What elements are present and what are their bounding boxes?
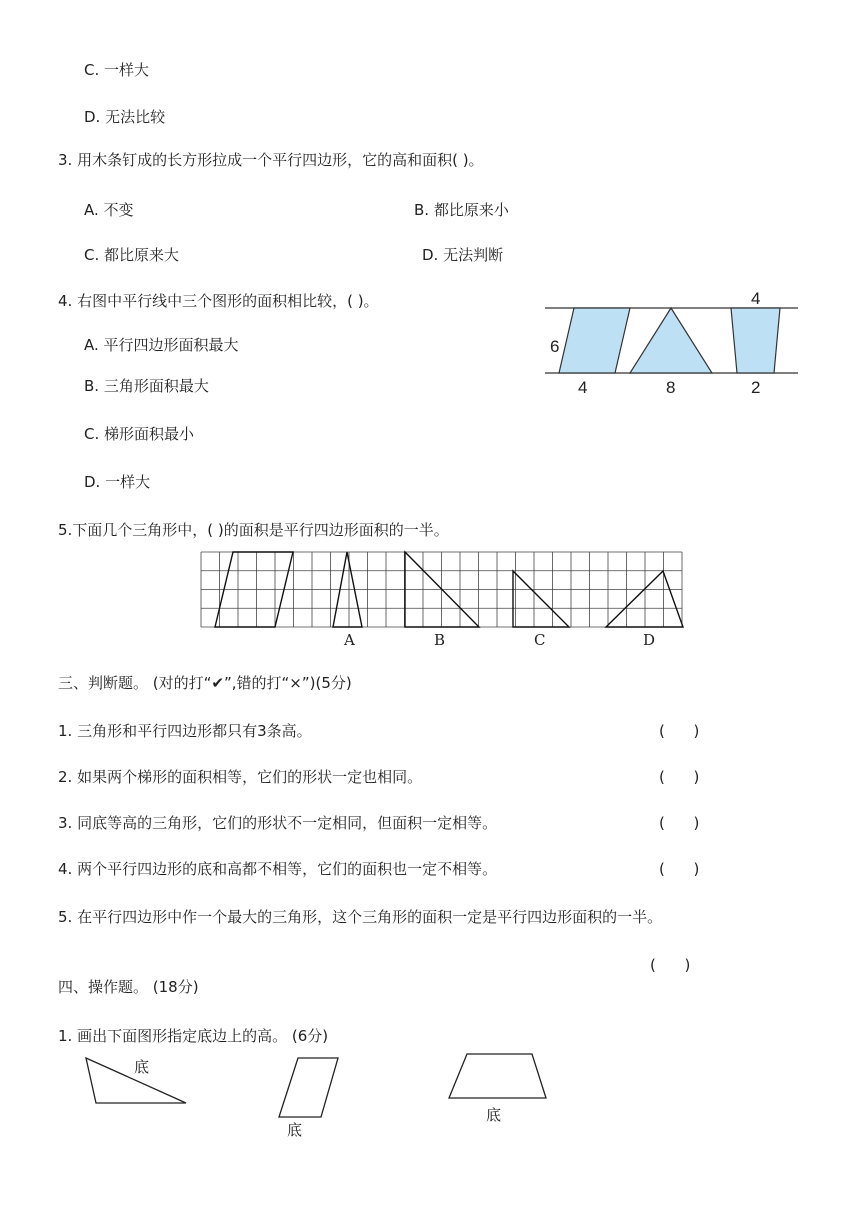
- q3-option-b: B. 都比原来小: [414, 201, 509, 219]
- operation-trapezoid: [449, 1054, 546, 1098]
- trapezoid-base-label: 底: [486, 1106, 502, 1124]
- q3-option-d: D. 无法判断: [422, 246, 504, 264]
- triangle-base-label: 底: [134, 1058, 150, 1076]
- q4-option-b: B. 三角形面积最大: [84, 377, 209, 395]
- q4-stem: 4. 右图中平行线中三个图形的面积相比较，( )。: [58, 292, 379, 310]
- height-label: 6: [550, 337, 560, 356]
- triangle-c: [513, 571, 569, 627]
- section4-title: 四、操作题。 (18分): [58, 978, 199, 996]
- judge-item-2: 2. 如果两个梯形的面积相等，它们的形状一定也相同。: [58, 768, 423, 786]
- judge-item-1: 1. 三角形和平行四边形都只有3条高。: [58, 722, 312, 740]
- judge-paren-5[interactable]: ( ): [650, 956, 691, 974]
- q3-option-a: A. 不变: [84, 201, 134, 219]
- q4-option-d: D. 一样大: [84, 473, 151, 491]
- trapezoid-bottom-label: 2: [751, 378, 761, 397]
- q4-parallel-figure: [540, 290, 805, 400]
- trapezoid-shape: [731, 308, 780, 373]
- judge-paren-2[interactable]: ( ): [659, 768, 700, 786]
- q2-option-d: D. 无法比较: [84, 108, 166, 126]
- triangle-d: [606, 571, 683, 627]
- q3-stem: 3. 用木条钉成的长方形拉成一个平行四边形，它的高和面积( )。: [58, 151, 484, 169]
- parallelogram-shape: [559, 308, 630, 373]
- q4-option-a: A. 平行四边形面积最大: [84, 336, 239, 354]
- drawing-figures: [80, 1050, 560, 1150]
- label-d: D: [643, 631, 656, 649]
- section4-q1: 1. 画出下面图形指定底边上的高。 (6分): [58, 1027, 329, 1045]
- q3-option-c: C. 都比原来大: [84, 246, 180, 264]
- q4-option-c: C. 梯形面积最小: [84, 425, 195, 443]
- q5-grid-figure: [197, 548, 692, 652]
- judge-paren-1[interactable]: ( ): [659, 722, 700, 740]
- judge-paren-3[interactable]: ( ): [659, 814, 700, 832]
- judge-paren-4[interactable]: ( ): [659, 860, 700, 878]
- parallelogram-base-label: 4: [578, 378, 588, 397]
- q5-stem: 5.下面几个三角形中，( )的面积是平行四边形面积的一半。: [58, 521, 449, 539]
- operation-parallelogram: [279, 1058, 338, 1117]
- parallelogram-base-label: 底: [287, 1121, 303, 1139]
- judge-item-4: 4. 两个平行四边形的底和高都不相等，它们的面积也一定不相等。: [58, 860, 498, 878]
- section3-title: 三、判断题。 (对的打“✔”,错的打“×”)(5分): [58, 674, 352, 692]
- judge-item-3: 3. 同底等高的三角形，它们的形状不一定相同，但面积一定相等。: [58, 814, 498, 832]
- triangle-shape: [630, 308, 712, 373]
- label-b: B: [434, 631, 446, 649]
- judge-item-5: 5. 在平行四边形中作一个最大的三角形，这个三角形的面积一定是平行四边形面积的一半。: [58, 908, 663, 926]
- triangle-base-label: 8: [666, 378, 676, 397]
- q2-option-c: C. 一样大: [84, 61, 150, 79]
- trapezoid-top-label: 4: [751, 289, 761, 308]
- label-a: A: [344, 631, 355, 649]
- label-c: C: [534, 631, 546, 649]
